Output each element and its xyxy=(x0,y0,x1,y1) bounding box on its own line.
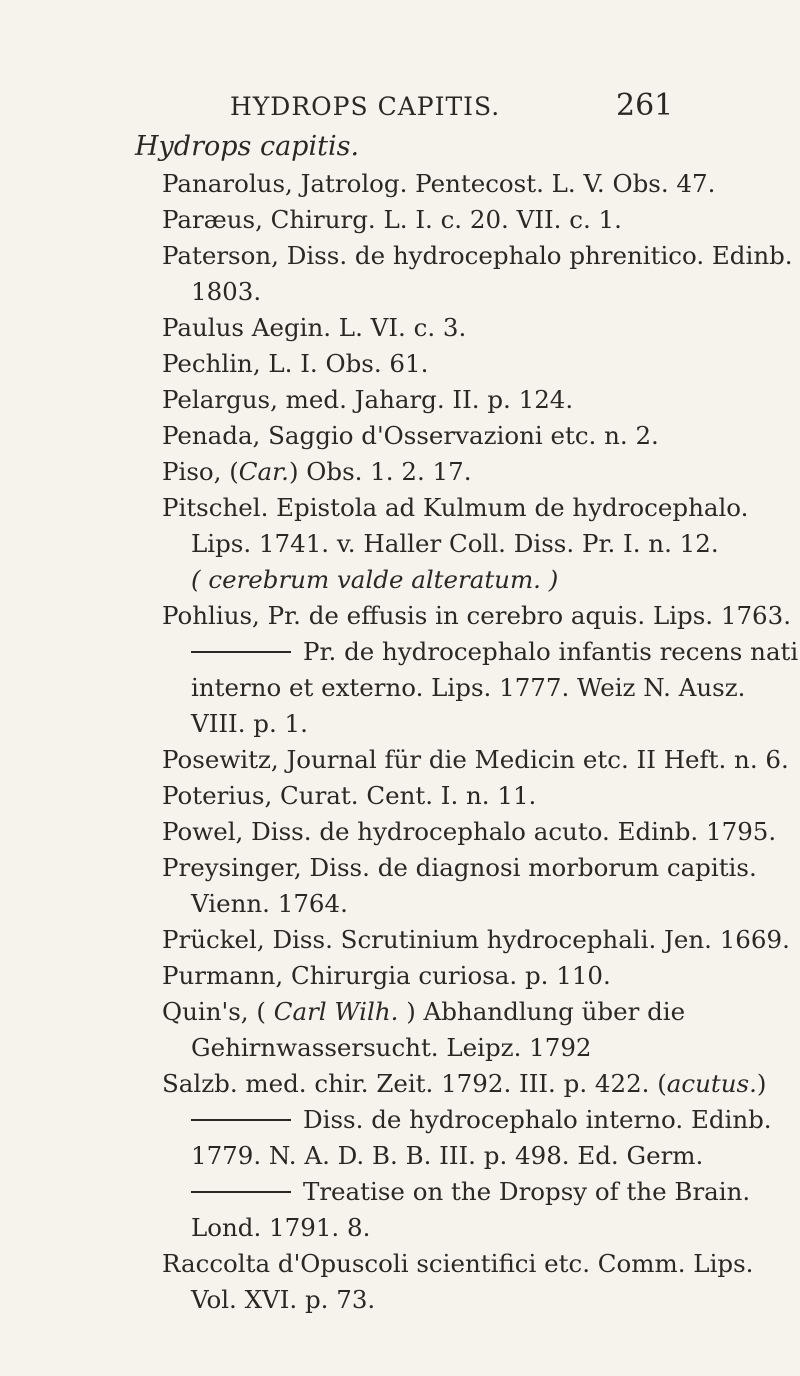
entry-line: Paulus Aegin. L. VI. c. 3. xyxy=(162,313,467,342)
entry-italic-text: acutus. xyxy=(666,1069,757,1098)
running-head xyxy=(0,86,800,126)
entry-line xyxy=(162,457,472,487)
entry-line: Raccolta d'Opuscoli scientifici etc. Comm. Lips. xyxy=(162,1249,754,1278)
entry-line: Posewitz, Journal für die Medicin etc. II Heft. n. 6. xyxy=(162,745,789,774)
entry-text: Salzb. med. chir. Zeit. 1792. III. p. 422. ( xyxy=(162,1069,667,1098)
entry-line xyxy=(191,637,798,667)
ditto-dash xyxy=(191,1119,291,1121)
entry-line: Vienn. 1764. xyxy=(191,889,348,918)
entry-line: VIII. p. 1. xyxy=(191,709,308,738)
entry-line: Preysinger, Diss. de diagnosi morborum capitis. xyxy=(162,853,757,882)
entry-italic-text: Car. xyxy=(238,457,289,486)
section-title: Hydrops capitis. xyxy=(135,131,360,162)
page-number: 261 xyxy=(616,88,674,123)
entry-line: Purmann, Chirurgia curiosa. p. 110. xyxy=(162,961,611,990)
entry-line: Pechlin, L. I. Obs. 61. xyxy=(162,349,429,378)
entry-text: Quin's, ( xyxy=(162,997,274,1026)
entry-line xyxy=(162,997,685,1027)
entry-text: ) xyxy=(756,1069,767,1098)
entry-line: Vol. XVI. p. 73. xyxy=(191,1285,376,1314)
entry-line xyxy=(191,1177,750,1207)
entry-line: Panarolus, Jatrolog. Pentecost. L. V. Obs. 47. xyxy=(162,169,716,198)
entry-line: Pitschel. Epistola ad Kulmum de hydrocephalo. xyxy=(162,493,749,522)
entry-text: Treatise on the Dropsy of the Brain. xyxy=(303,1177,751,1206)
entry-line: Prückel, Diss. Scrutinium hydrocephali. Jen. 1669. xyxy=(162,925,790,954)
entry-line: Gehirnwassersucht. Leipz. 1792 xyxy=(191,1033,592,1062)
entry-line: Lond. 1791. 8. xyxy=(191,1213,371,1242)
entry-line xyxy=(191,1105,772,1135)
entry-italic-text: Carl Wilh. xyxy=(273,997,399,1026)
entry-text: Diss. de hydrocephalo interno. Edinb. xyxy=(303,1105,772,1134)
entry-line: 1779. N. A. D. B. B. III. p. 498. Ed. Germ. xyxy=(191,1141,704,1170)
entry-line: Powel, Diss. de hydrocephalo acuto. Edinb. 1795. xyxy=(162,817,777,846)
entry-text: Piso, ( xyxy=(162,457,239,486)
entry-text: Pr. de hydrocephalo infantis recens nati xyxy=(303,637,799,666)
entry-line: Paterson, Diss. de hydrocephalo phrenitico. Edinb. xyxy=(162,241,793,270)
entry-line: Lips. 1741. v. Haller Coll. Diss. Pr. I. n. 12. xyxy=(191,529,719,558)
entry-line: 1803. xyxy=(191,277,262,306)
entry-line xyxy=(162,1069,766,1099)
entry-line: Paræus, Chirurg. L. I. c. 20. VII. c. 1. xyxy=(162,205,622,234)
entry-line: Pelargus, med. Jaharg. II. p. 124. xyxy=(162,385,574,414)
entry-line: interno et externo. Lips. 1777. Weiz N. Ausz. xyxy=(191,673,746,702)
ditto-dash xyxy=(191,651,291,653)
entry-line: Pohlius, Pr. de effusis in cerebro aquis. Lips. 1763. xyxy=(162,601,792,630)
entry-line: ( cerebrum valde alteratum. ) xyxy=(191,565,559,594)
entry-text: ) Obs. 1. 2. 17. xyxy=(288,457,472,486)
entry-line: Penada, Saggio d'Osservazioni etc. n. 2. xyxy=(162,421,659,450)
entry-line: Poterius, Curat. Cent. I. n. 11. xyxy=(162,781,537,810)
running-head-title: HYDROPS CAPITIS. xyxy=(230,92,501,121)
ditto-dash xyxy=(191,1191,291,1193)
entry-text: ) Abhandlung über die xyxy=(398,997,686,1026)
